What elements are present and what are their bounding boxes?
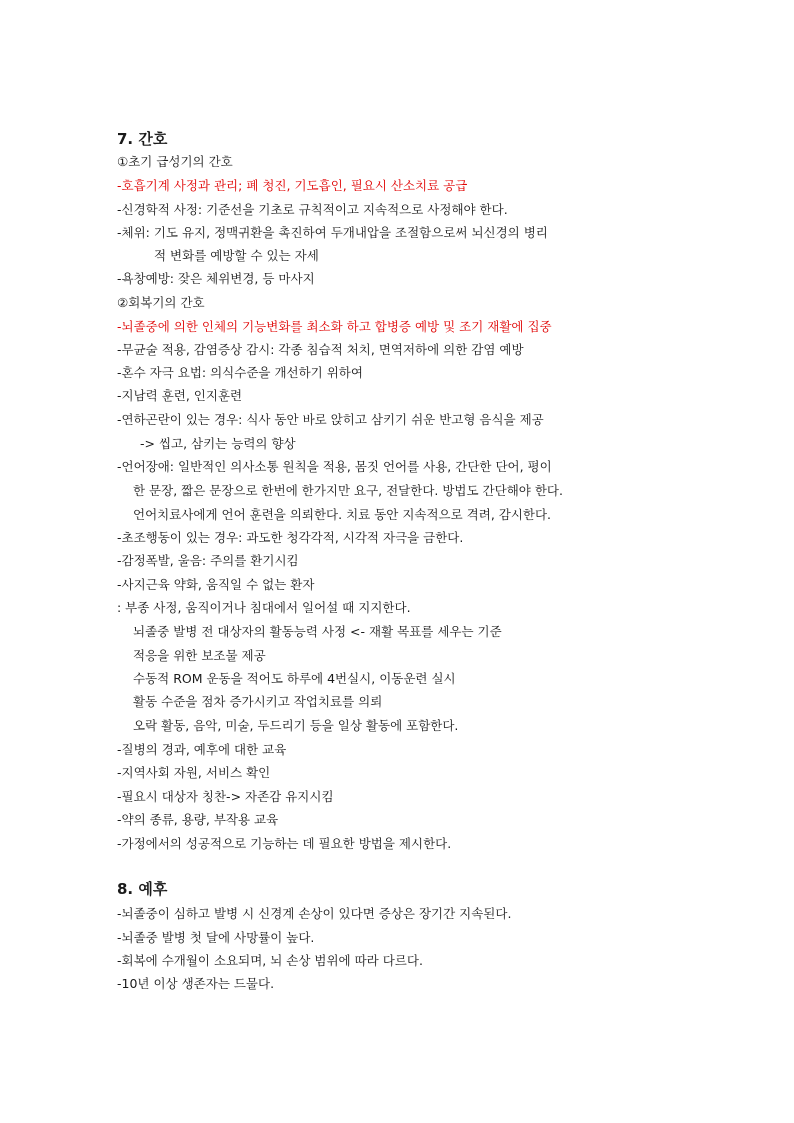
list-item: : 부종 사정, 움직이거나 침대에서 일어설 때 지지한다. <box>117 600 411 615</box>
list-item: -가정에서의 성공적으로 기능하는 데 필요한 방법을 제시한다. <box>117 836 452 851</box>
list-item-continuation: 적응을 위한 보조물 제공 <box>133 648 266 663</box>
list-item: -뇌졸중이 심하고 발병 시 신경계 손상이 있다면 증상은 장기간 지속된다. <box>117 906 512 921</box>
list-item: -욕창예방: 잦은 체위변경, 등 마사지 <box>117 271 315 286</box>
list-item-continuation: 오락 활동, 음악, 미술, 두드리기 등을 일상 활동에 포함한다. <box>133 718 459 733</box>
list-item: -체위: 기도 유지, 정맥귀환을 촉진하여 두개내압을 조절함으로써 뇌신경의 병리 <box>117 225 548 240</box>
list-item-continuation: 뇌졸중 발병 전 대상자의 활동능력 사정 <- 재활 목표를 세우는 기준 <box>133 624 502 639</box>
list-item-continuation: 언어치료사에게 언어 훈련을 의뢰한다. 치료 동안 지속적으로 격려, 감시한다. <box>133 507 552 522</box>
section-heading-prognosis: 8. 예후 <box>117 880 168 898</box>
list-item: -질병의 경과, 예후에 대한 교육 <box>117 742 287 757</box>
list-item-continuation: 활동 수준을 점차 증가시키고 작업치료를 의뢰 <box>133 694 383 709</box>
list-item: -회복에 수개월이 소요되며, 뇌 손상 범위에 따라 다르다. <box>117 953 423 968</box>
list-item: -연하곤란이 있는 경우: 식사 동안 바로 앉히고 삼키기 쉬운 반고형 음식을 제공 <box>117 412 544 427</box>
list-item-continuation: 적 변화를 예방할 수 있는 자세 <box>154 248 319 263</box>
list-item: -혼수 자극 요법: 의식수준을 개선하기 위하여 <box>117 365 363 380</box>
subheading-acute-care: ①초기 급성기의 간호 <box>117 154 233 169</box>
list-item: -뇌졸중에 의한 인체의 기능변화를 최소화 하고 합병증 예방 및 조기 재활에 집중 <box>117 319 552 334</box>
list-item: -약의 종류, 용량, 부작용 교육 <box>117 812 279 827</box>
list-item-continuation: -> 씹고, 삼키는 능력의 향상 <box>140 436 296 451</box>
section-heading-nursing: 7. 간호 <box>117 130 168 148</box>
list-item: -무균술 적용, 감염증상 감시: 각종 침습적 처치, 면역저하에 의한 감염 예방 <box>117 342 524 357</box>
list-item: -초조행동이 있는 경우: 과도한 청각각적, 시각적 자극을 금한다. <box>117 530 464 545</box>
list-item: -지역사회 자원, 서비스 확인 <box>117 765 271 780</box>
list-item: -뇌졸중 발병 첫 달에 사망률이 높다. <box>117 930 315 945</box>
list-item: -감정폭발, 울음: 주의를 환기시킴 <box>117 553 299 568</box>
list-item: -지남력 훈련, 인지훈련 <box>117 388 243 403</box>
list-item: -10년 이상 생존자는 드물다. <box>117 976 275 991</box>
subheading-recovery-care: ②회복기의 간호 <box>117 295 205 310</box>
list-item-continuation: 한 문장, 짧은 문장으로 한번에 한가지만 요구, 전달한다. 방법도 간단해야 한다. <box>133 483 563 498</box>
list-item: -신경학적 사정: 기준선을 기초로 규칙적이고 지속적으로 사정해야 한다. <box>117 202 508 217</box>
list-item: -필요시 대상자 칭찬-> 자존감 유지시킴 <box>117 789 334 804</box>
list-item-continuation: 수동적 ROM 운동을 적어도 하루에 4번실시, 이동운련 실시 <box>133 671 456 686</box>
list-item: -언어장애: 일반적인 의사소통 원칙을 적용, 몸짓 언어를 사용, 간단한 단어, 평이 <box>117 459 552 474</box>
list-item: -호흡기계 사정과 관리; 폐 청진, 기도흡인, 필요시 산소치료 공급 <box>117 178 468 193</box>
list-item: -사지근육 약화, 움직일 수 없는 환자 <box>117 577 315 592</box>
